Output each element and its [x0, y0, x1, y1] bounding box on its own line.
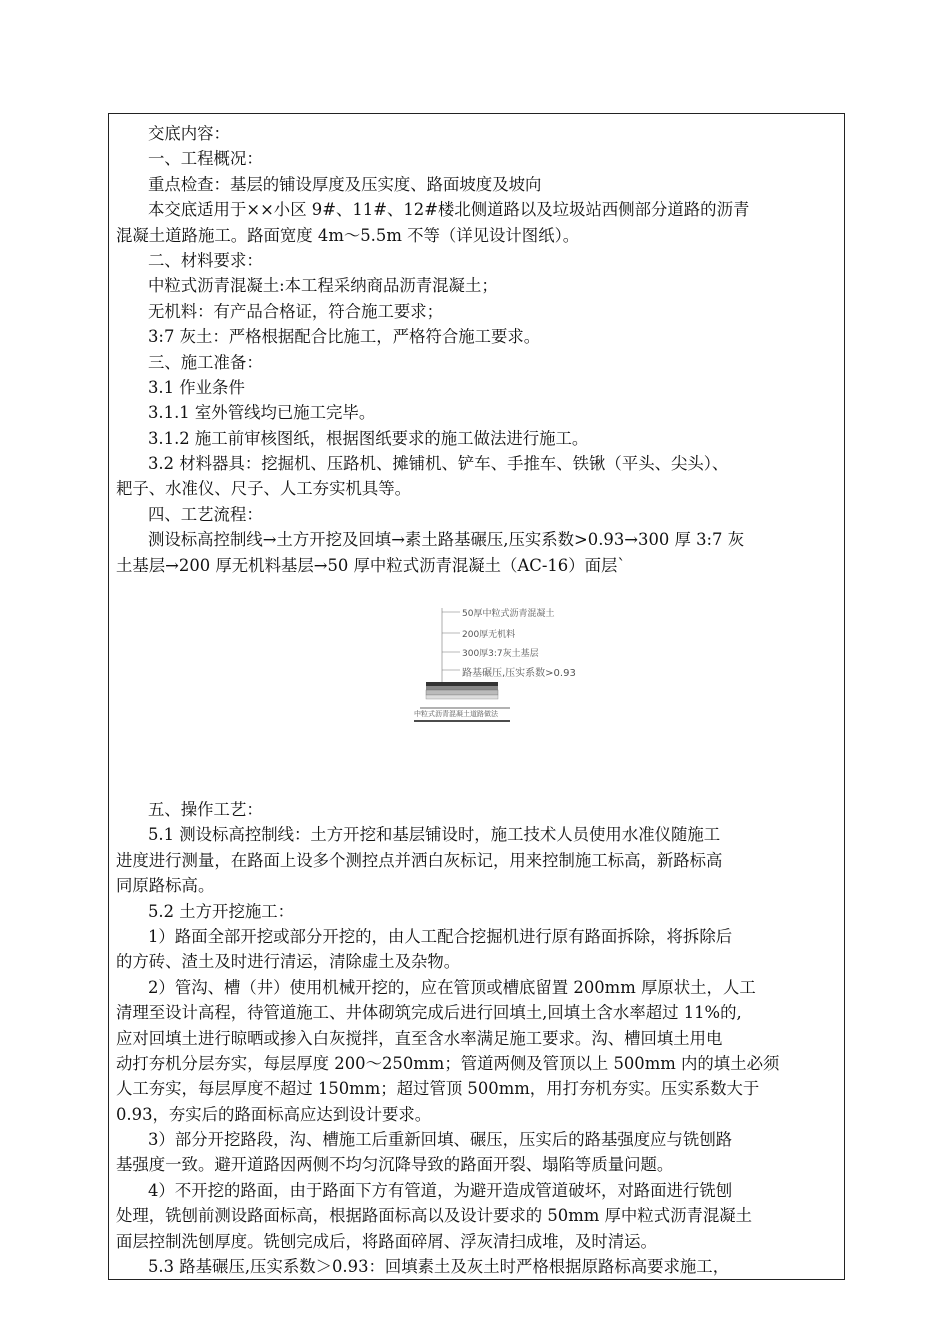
text-line: 进度进行测量，在路面上设多个测控点并洒白灰标记，用来控制施工标高，新路标高	[116, 850, 723, 870]
text-line: 土基层→200 厚无机料基层→50 厚中粒式沥青混凝土（AC-16）面层`	[116, 555, 626, 575]
layer-label: 50厚中粒式沥青混凝土	[462, 609, 555, 619]
text-line: 3.1 作业条件	[148, 377, 245, 397]
text-line: 人工夯实，每层厚度不超过 150mm；超过管顶 500mm，用打夯机夯实。压实系数大于	[116, 1079, 760, 1099]
pavement-section-figure	[400, 600, 576, 730]
text-line: 处理，铣刨前测设路面标高，根据路面标高以及设计要求的 50mm 厚中粒式沥青混凝土	[116, 1206, 753, 1226]
layer-label: 300厚3:7灰土基层	[462, 649, 539, 659]
text-line: 本交底适用于××小区 9#、11#、12#楼北侧道路以及垃圾站西侧部分道路的沥青	[148, 200, 750, 220]
text-line: 测设标高控制线→土方开挖及回填→素土路基碾压,压实系数>0.93→300 厚 3:7 灰	[148, 530, 745, 550]
text-line: 5.3 路基碾压,压实系数＞0.93：回填素土及灰土时严格根据原路标高要求施工，	[148, 1257, 730, 1277]
text-line: 的方砖、渣土及时进行清运，清除虚土及杂物。	[116, 952, 461, 972]
text-line: 混凝土道路施工。路面宽度 4m～5.5m 不等（详见设计图纸）。	[116, 225, 580, 245]
text-line: 4）不开挖的路面，由于路面下方有管道，为避开造成管道破坏，对路面进行铣刨	[148, 1180, 733, 1200]
layer-label: 路基碾压,压实系数>0.93	[462, 668, 576, 679]
text-line: 三、施工准备：	[148, 352, 263, 372]
text-line: 3.2 材料器具：挖掘机、压路机、摊铺机、铲车、手推车、铁锹（平头、尖头）、	[148, 454, 729, 474]
text-line: 交底内容：	[148, 124, 230, 143]
text-line: 四、工艺流程：	[148, 504, 263, 524]
text-line: 1）路面全部开挖或部分开挖的，由人工配合挖掘机进行原有路面拆除，将拆除后	[148, 926, 733, 946]
text-line: 2）管沟、槽（井）使用机械开挖的，应在管顶或槽底留置 200mm 厚原状土，人工	[148, 977, 756, 997]
content-part-2	[116, 797, 840, 1279]
text-line: 0.93，夯实后的路面标高应达到设计要求。	[116, 1104, 432, 1124]
content-part-1	[116, 121, 840, 578]
text-line: 3.1.2 施工前审核图纸，根据图纸要求的施工做法进行施工。	[148, 428, 589, 448]
text-line: 耙子、水准仪、尺子、人工夯实机具等。	[116, 479, 412, 499]
text-line: 3）部分开挖路段，沟、槽施工后重新回填、碾压，压实后的路基强度应与铣刨路	[148, 1130, 733, 1150]
text-line: 重点检查：基层的铺设厚度及压实度、路面坡度及坡向	[148, 174, 542, 194]
text-line: 五、操作工艺：	[148, 800, 263, 819]
text-line: 应对回填土进行晾晒或掺入白灰搅拌，直至含水率满足施工要求。沟、槽回填土用电	[116, 1028, 723, 1048]
text-line: 一、工程概况：	[148, 149, 263, 169]
text-line: 3.1.1 室外管线均已施工完毕。	[148, 403, 376, 423]
text-line: 动打夯机分层夯实，每层厚度 200～250mm；管道两侧及管顶以上 500mm 内的填土必须	[116, 1053, 780, 1073]
text-line: 同原路标高。	[116, 876, 215, 896]
text-line: 中粒式沥青混凝土:本工程采纳商品沥青混凝土；	[148, 276, 498, 296]
text-line: 5.2 土方开挖施工：	[148, 901, 295, 921]
text-line: 3:7 灰土：严格根据配合比施工，严格符合施工要求。	[148, 327, 541, 347]
text-line: 基强度一致。避开道路因两侧不均匀沉降导致的路面开裂、塌陷等质量问题。	[116, 1155, 674, 1175]
figure-caption: 中粒式沥青混凝土道路做法	[414, 710, 498, 718]
text-line: 清理至设计高程，待管道施工、井体砌筑完成后进行回填土,回填土含水率超过 11%的,	[116, 1003, 742, 1023]
text-line: 无机料：有产品合格证，符合施工要求；	[148, 301, 444, 321]
layer-label: 200厚无机料	[462, 630, 516, 640]
text-line: 面层控制洗刨厚度。铣刨完成后，将路面碎屑、浮灰清扫成堆，及时清运。	[116, 1231, 657, 1251]
text-line: 5.1 测设标高控制线：土方开挖和基层铺设时，施工技术人员使用水准仪随施工	[148, 825, 721, 845]
text-line: 二、材料要求：	[148, 250, 263, 270]
